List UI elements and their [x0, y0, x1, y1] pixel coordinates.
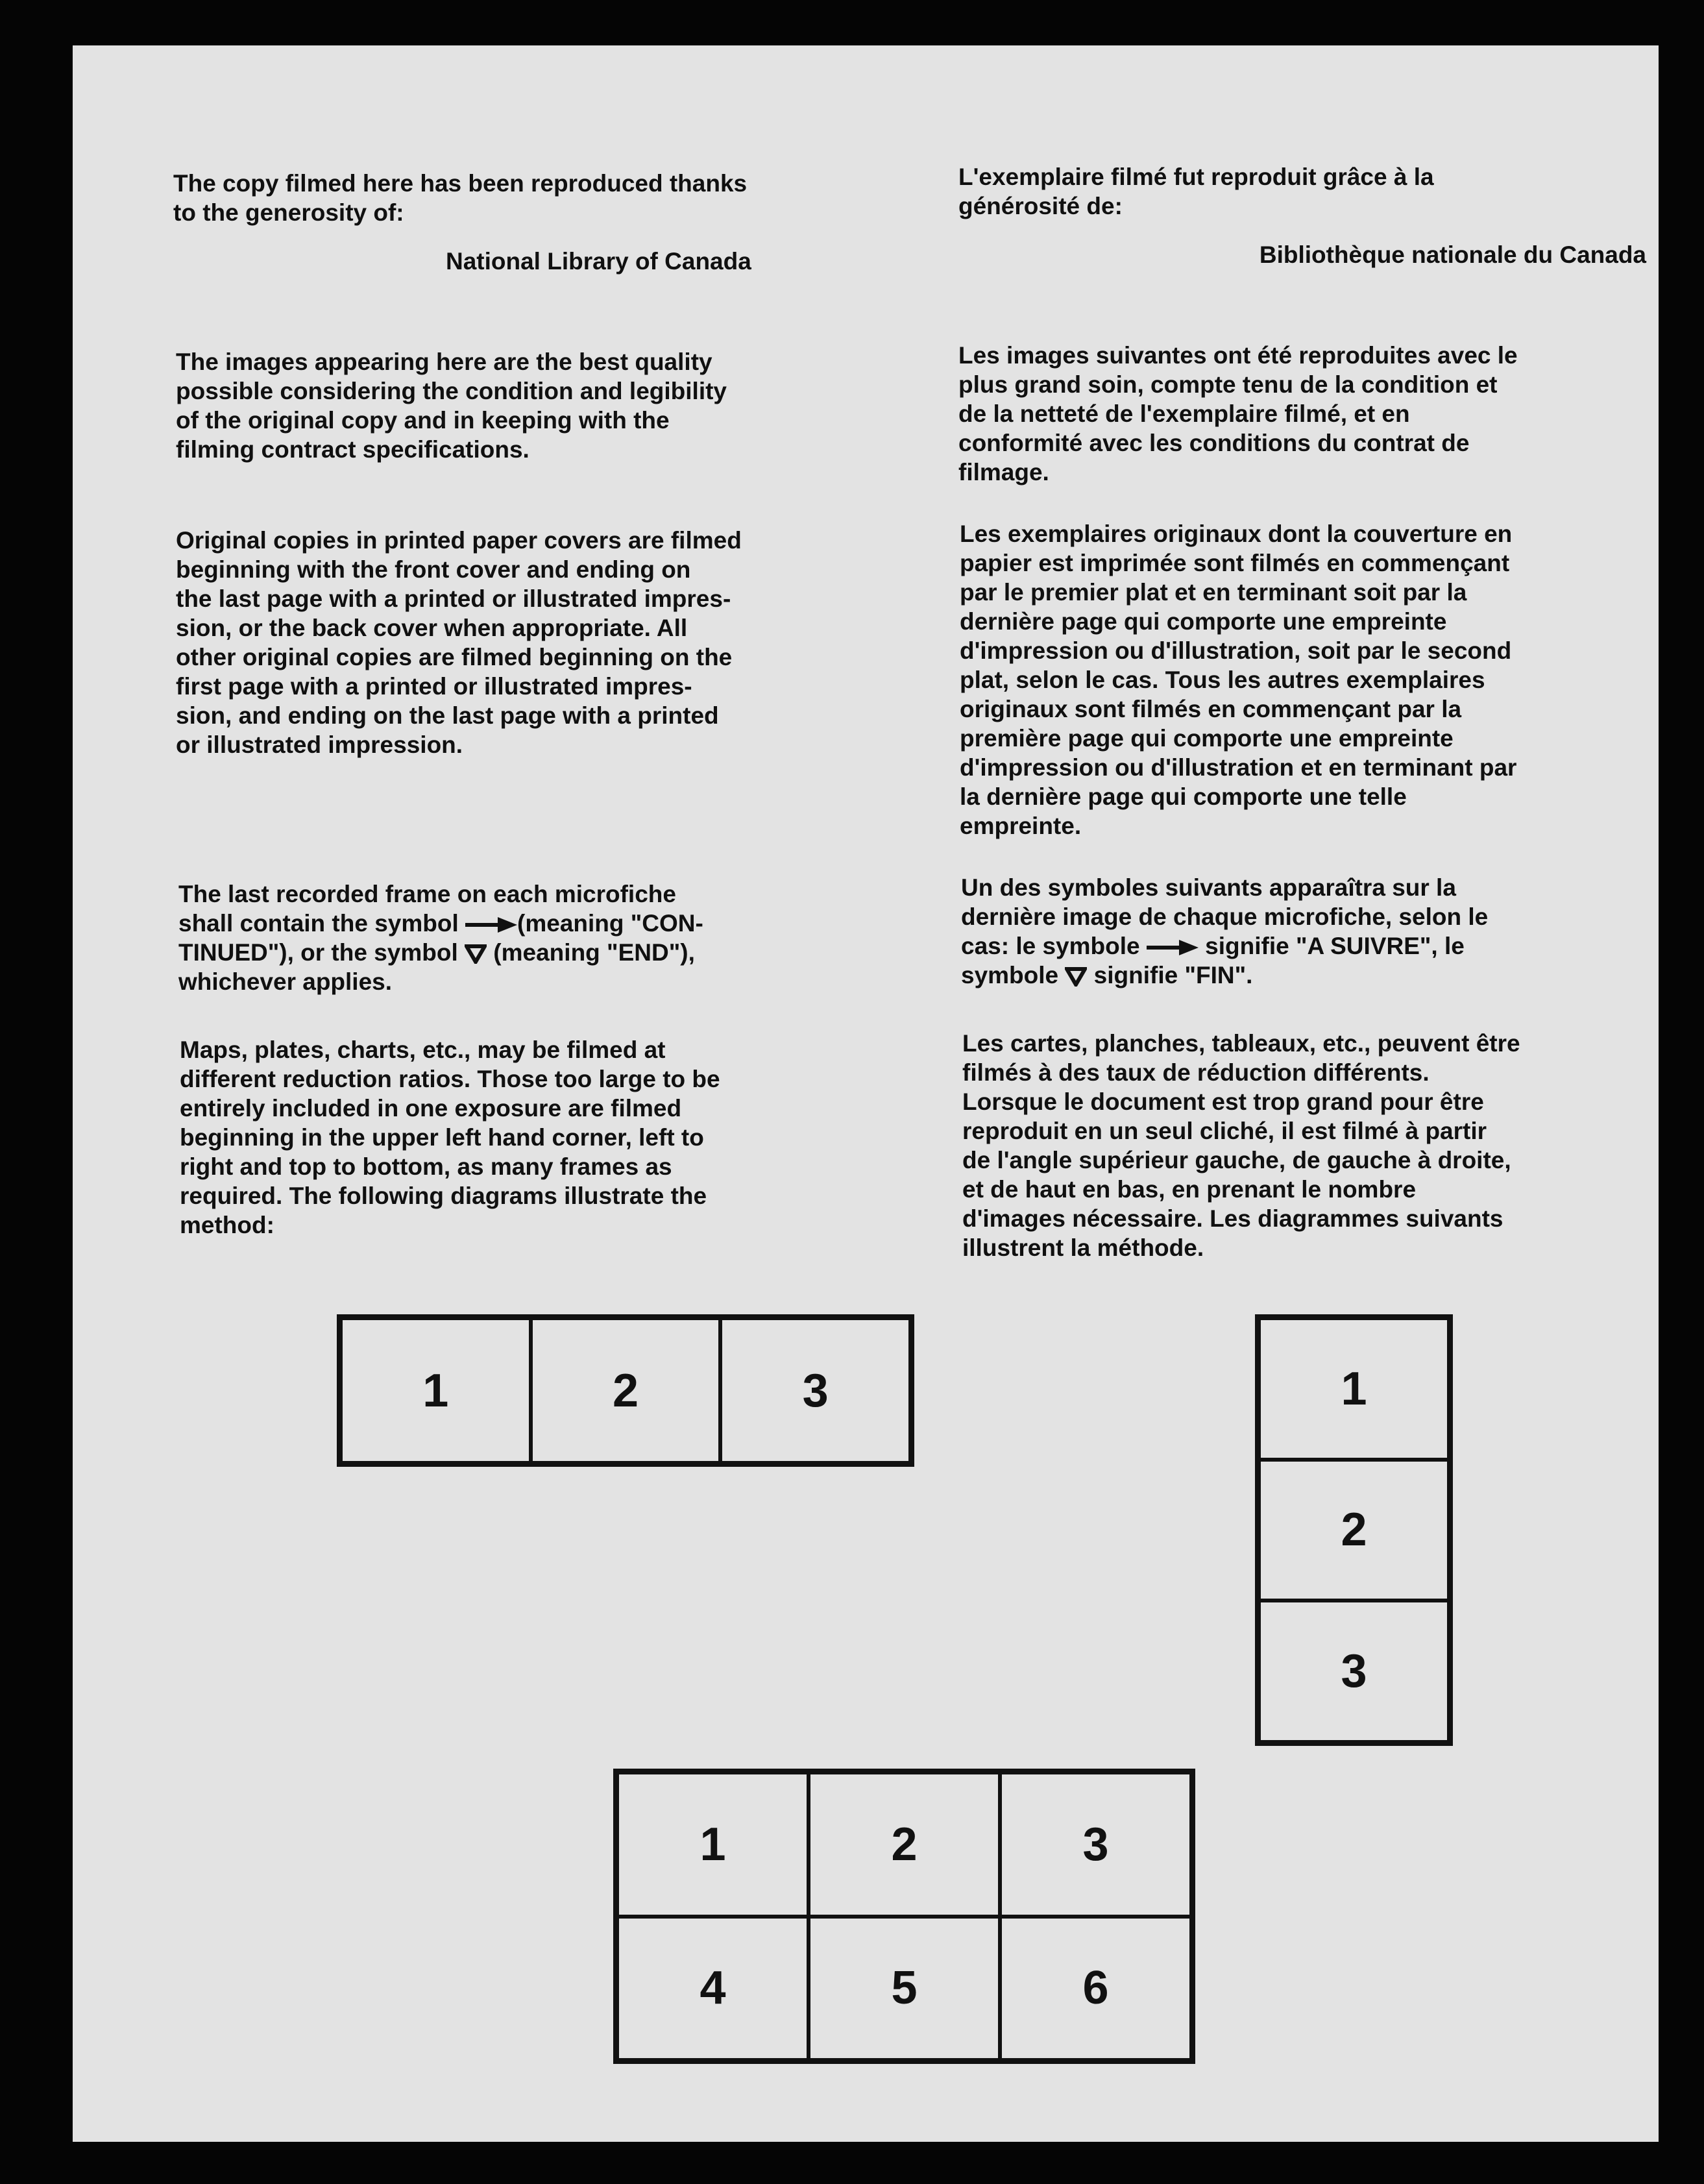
french-symbols-paragraph — [961, 873, 1649, 990]
frame-cell: 1 — [617, 1773, 809, 1917]
french-maps-paragraph: Les cartes, planches, tableaux, etc., peuvent être filmés à des taux de réduction différents. Lorsque le document est trop grand pour être reproduit en un seul cliché, il est filmé à partir de l'angle supérieur gauche, de gauche à droite, et de haut en bas, en prenant le nombre d'images nécessaire. Les diagrammes suivants illustrent la méthode. — [962, 1030, 1520, 1261]
french-originals-paragraph: Les exemplaires originaux dont la couverture en papier est imprimée sont filmés en commençant par le premier plat et en terminant soit par la dernière page qui comporte une empreinte d'impression ou d'illustration, soit par le second plat, selon le cas. Tous les autres exemplaires originaux sont filmés en commençant par la première page qui comporte une empreinte d'impression ou d'illustration et en terminant par la dernière page qui comporte une telle empreinte. — [960, 521, 1517, 839]
english-library-name: National Library of Canada — [446, 248, 751, 275]
frame-cell: 4 — [617, 1917, 809, 2061]
end-triangle-icon — [465, 944, 487, 964]
french-quality-paragraph: Les images suivantes ont été reproduites avec le plus grand soin, compte tenu de la condition et de la netteté de l'exemplaire filmé, et en conformité avec les conditions du contrat de filmage. — [958, 342, 1518, 485]
english-symbols-text-1: The last recorded frame on each microfiche shall contain the symbol — [178, 881, 676, 937]
frame-cell: 3 — [720, 1318, 910, 1463]
english-thanks: The copy filmed here has been reproduced thanks to the generosity of: — [173, 170, 748, 226]
continued-arrow-icon — [465, 915, 517, 935]
fin-triangle-icon — [1065, 967, 1087, 987]
frame-cell: 1 — [1259, 1318, 1449, 1460]
english-quality-paragraph: The images appearing here are the best quality possible considering the condition and legibility of the original copy and in keeping with the filming contract specifications. — [176, 349, 727, 463]
vertical-frames-diagram — [1255, 1314, 1453, 1746]
english-maps-paragraph: Maps, plates, charts, etc., may be filmed at different reduction ratios. Those too large to be entirely included in one exposure are filmed beginning in the upper left hand corner, left to right and top to bottom, as many frames as required. The following diagrams illustrate the method: — [180, 1037, 720, 1238]
horizontal-frames-diagram — [337, 1314, 914, 1467]
french-symbols-text-2: signifie "A SUIVRE", le symbole — [961, 933, 1465, 988]
english-originals-paragraph: Original copies in printed paper covers are filmed beginning with the front cover and ending on the last page with a printed or illustrated impres- sion, or the back cover when appropriate. All other original copies are filmed beginning on the first page with a printed or illustrated impres- sion, and ending on the last page with a printed or illustrated impression. — [176, 527, 742, 758]
french-library-name: Bibliothèque nationale du Canada — [1259, 241, 1646, 268]
page — [73, 45, 1659, 2142]
frame-cell: 5 — [809, 1917, 1000, 2061]
grid-frames-diagram — [613, 1769, 1195, 2064]
french-thanks: L'exemplaire filmé fut reproduit grâce à la générosité de: — [958, 164, 1434, 219]
frame-cell: 2 — [1259, 1460, 1449, 1601]
english-symbols-text-2: (meaning "CON- TINUED"), or the symbol — [178, 910, 703, 966]
frame-cell: 1 — [341, 1318, 531, 1463]
frame-cell: 2 — [809, 1773, 1000, 1917]
a-suivre-arrow-icon — [1147, 938, 1199, 957]
frame-cell: 3 — [1000, 1773, 1191, 1917]
english-symbols-paragraph — [178, 879, 892, 996]
frame-cell: 6 — [1000, 1917, 1191, 2061]
french-symbols-text-3: signifie "FIN". — [1087, 962, 1253, 988]
frame-cell: 3 — [1259, 1601, 1449, 1742]
frame-cell: 2 — [531, 1318, 721, 1463]
english-symbols-text-3: (meaning "END"), whichever applies. — [178, 939, 695, 995]
french-symbols-text-1: Un des symboles suivants apparaîtra sur la dernière image de chaque microfiche, selon le cas: le symbole — [961, 874, 1489, 959]
